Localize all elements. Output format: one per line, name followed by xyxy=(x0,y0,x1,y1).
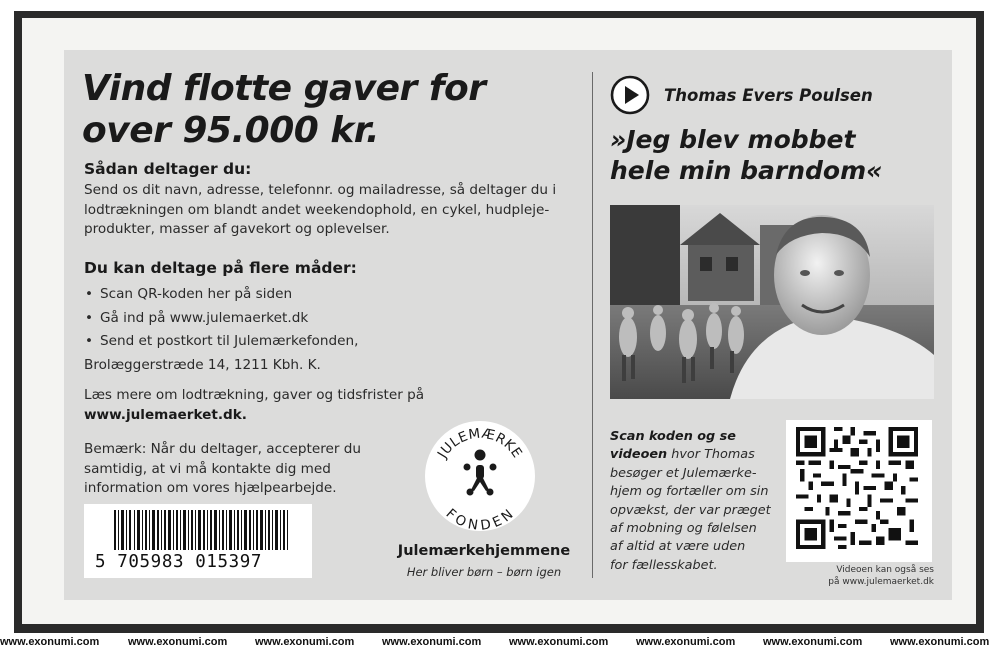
ways-heading: Du kan deltage på flere måder: xyxy=(84,259,357,277)
scan-line: hvor Thomas xyxy=(667,447,755,463)
watermark-text: www.exonumi.com xyxy=(255,636,355,648)
how-text-line: produkter, masser af gavekort og oplevelser. xyxy=(84,221,390,237)
note-line: information om vores hjælpearbejde. xyxy=(84,480,337,496)
qr-code[interactable] xyxy=(796,427,918,549)
watermark-text: www.exonumi.com xyxy=(763,636,863,648)
how-text-line: lodtrækningen om blandt andet weekendophold, en cykel, hudpleje- xyxy=(84,201,550,218)
quote-line: »Jeg blev mobbet xyxy=(610,125,856,154)
list-item: • Gå ind på www.julemaerket.dk xyxy=(84,307,484,331)
org-name: Julemærkehjemmene xyxy=(397,543,571,559)
portrait-photo xyxy=(610,205,934,399)
quote xyxy=(610,124,940,186)
org-tagline: Her bliver børn – børn igen xyxy=(406,565,562,579)
read-more-line: Læs mere om lodtrækning, gaver og tidsfrister på xyxy=(84,387,425,403)
note-line: samtidig, at vi må kontakte dig med xyxy=(84,460,331,477)
consent-note xyxy=(84,440,404,499)
watermark-text: www.exonumi.com xyxy=(0,636,100,648)
video-person-name: Thomas Evers Poulsen xyxy=(664,86,873,105)
headline-line-2: over 95.000 kr. xyxy=(82,110,380,151)
how-text-line: Send os dit navn, adresse, telefonnr. og mailadresse, så deltager du i xyxy=(84,182,557,198)
scan-line: for fællesskabet. xyxy=(610,557,718,573)
watermark-text: www.exonumi.com xyxy=(509,636,609,648)
list-item: • Scan QR-koden her på siden xyxy=(84,283,484,307)
play-button-icon[interactable] xyxy=(610,75,650,115)
page-headline xyxy=(82,68,582,152)
logo-arc-top: JULEMÆRKE xyxy=(434,425,526,462)
watermark-text: www.exonumi.com xyxy=(636,636,736,648)
scan-bold-word: videoen xyxy=(610,447,668,463)
qr-note xyxy=(790,564,934,588)
note-line: Bemærk: Når du deltager, accepterer du xyxy=(84,441,362,457)
scan-line: af mobning og følelsen xyxy=(610,521,757,537)
barcode-number: 5 705983 015397 xyxy=(95,552,263,572)
quote-line: hele min barndom« xyxy=(610,156,883,185)
list-item-continuation: Brolæggerstræde 14, 1211 Kbh. K. xyxy=(84,356,321,373)
scan-line: opvækst, der var præget xyxy=(610,502,771,518)
video-description xyxy=(610,428,780,575)
scan-bold-line: Scan koden og se xyxy=(610,429,736,444)
watermark-text: www.exonumi.com xyxy=(890,636,990,648)
how-to-participate-text xyxy=(84,181,584,240)
scan-line: hjem og fortæller om sin xyxy=(610,484,769,500)
watermark-text: www.exonumi.com xyxy=(128,636,228,648)
logo-arc-bottom: FONDEN xyxy=(442,505,518,532)
website-link[interactable]: www.julemaerket.dk. xyxy=(84,406,247,423)
qr-note-line: på www.julemaerket.dk xyxy=(828,577,934,587)
julemaerke-fonden-logo xyxy=(424,420,536,532)
scan-line: af altid at være uden xyxy=(610,539,746,555)
column-divider xyxy=(592,72,593,578)
ways-list xyxy=(84,283,484,377)
list-item: • Send et postkort til Julemærkefonden, xyxy=(84,330,484,354)
qr-note-line: Videoen kan også ses xyxy=(836,565,934,575)
watermark-text: www.exonumi.com xyxy=(382,636,482,648)
scan-line: besøger et Julemærke- xyxy=(610,465,757,481)
how-to-participate-heading: Sådan deltager du: xyxy=(84,160,252,178)
headline-line-1: Vind flotte gaver for xyxy=(82,68,486,109)
